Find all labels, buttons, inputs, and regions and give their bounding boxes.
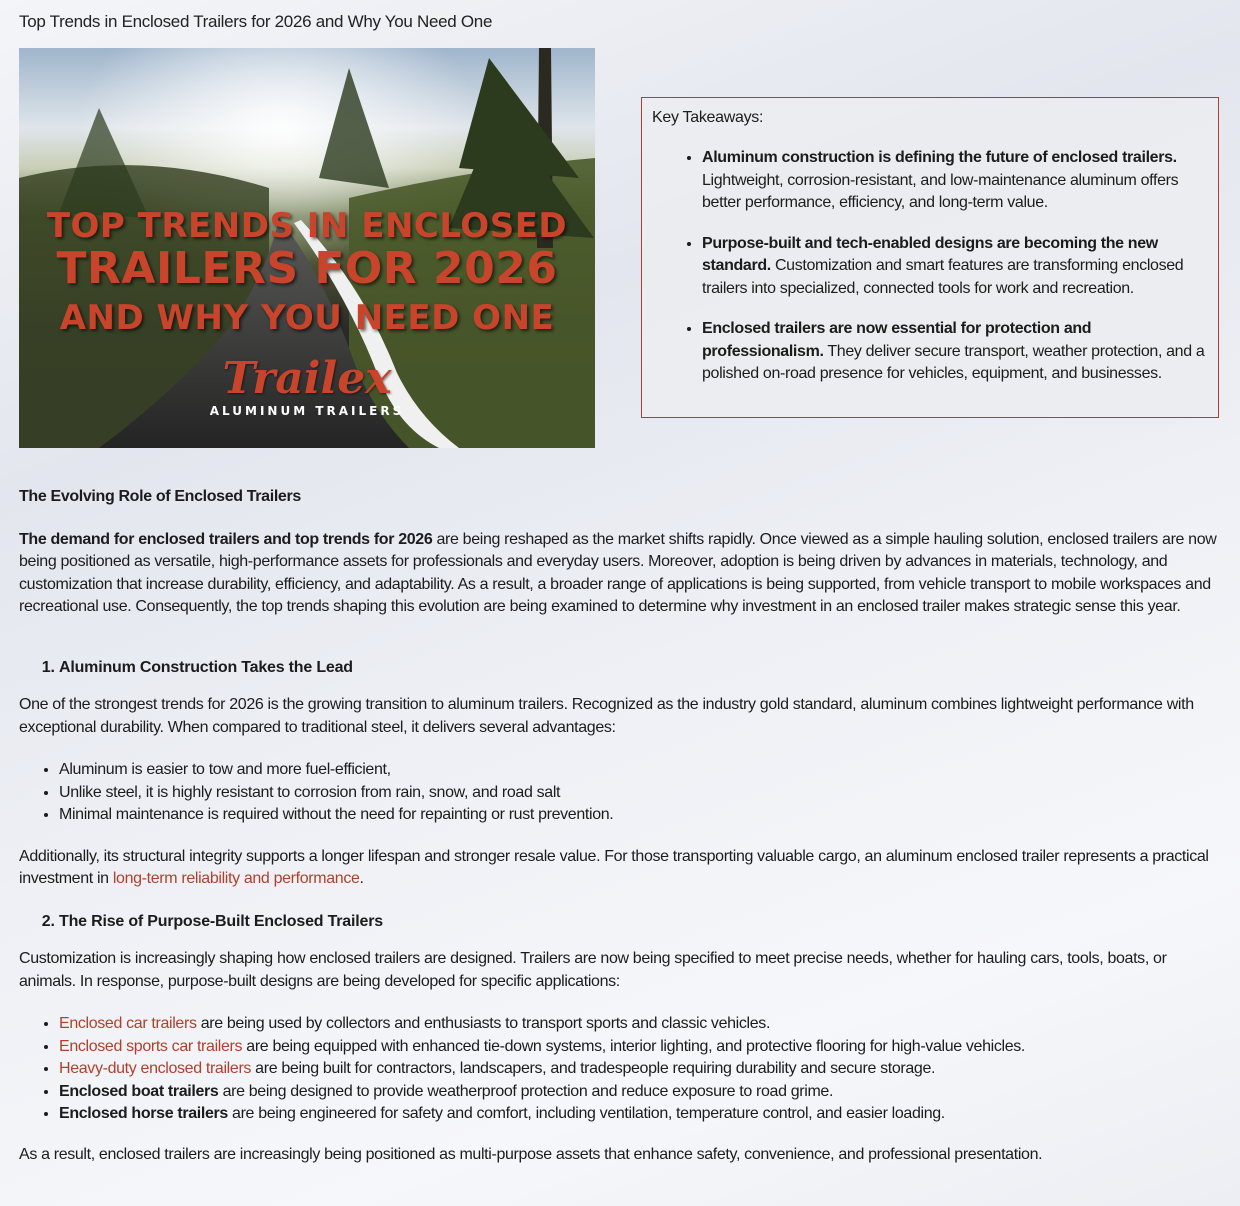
takeaway-item	[702, 318, 1208, 386]
enclosed-car-trailers-link[interactable]: Enclosed car trailers	[59, 1015, 197, 1032]
intro-text: are being reshaped as the market shifts rapidly. Once viewed as a simple hauling solution, enclosed trailers are now being positioned as versatile, high-performance assets for professionals and everyday users. Moreover, adoption is being driven by advances in materials, technology, and customization that increase durability, efficiency, and adaptability. As a result, a broader range of applications is being supported, from vehicle transport to mobile workspaces and recreational use. Consequently, the top trends shaping this evolution are being examined to determine why investment in an enclosed trailer makes strategic sense this year.	[19, 530, 1217, 615]
list-item-text: are being used by collectors and enthusiasts to transport sports and classic vehicles.	[196, 1015, 771, 1032]
takeaway-bold: Purpose-built and tech-enabled designs are becoming the new standard.	[702, 234, 1158, 274]
list-item: • Unlike steel, it is highly resistant to corrosion from rain, snow, and road salt	[59, 782, 1219, 805]
list-item: • Aluminum is easier to tow and more fuel-efficient,	[59, 759, 1219, 782]
takeaway-text: Customization and smart features are transforming enclosed trailers into specialized, connected tools for work and recreation.	[702, 257, 1184, 297]
section-2-closing: As a result, enclosed trailers are increasingly being positioned as multi-purpose assets that enhance safety, convenience, and professional presentation.	[19, 1145, 1043, 1163]
list-item	[59, 1013, 1219, 1036]
section-heading: The Evolving Role of Enclosed Trailers	[19, 488, 301, 505]
list-item-bold: Enclosed horse trailers	[59, 1105, 228, 1122]
section-2-heading-list	[19, 911, 1219, 934]
section-1-closing	[19, 846, 1219, 891]
brand-logo: Trailex	[222, 353, 392, 404]
section-1-title: 1. Aluminum Construction Takes the Lead	[59, 657, 1219, 680]
takeaway-item	[702, 233, 1208, 301]
list-item: • Minimal maintenance is required without the need for repainting or rust prevention.	[59, 804, 1219, 827]
key-takeaways-list	[652, 147, 1208, 386]
key-takeaways-box	[641, 97, 1219, 418]
takeaway-text: They deliver secure transport, weather protection, and a polished on-road presence for vehicles, equipment, and businesses.	[702, 342, 1205, 382]
list-item	[59, 1058, 1219, 1081]
takeaway-text: Lightweight, corrosion-resistant, and low-maintenance aluminum offers better performance, efficiency, and long-term value.	[702, 171, 1179, 211]
brand-tagline: ALUMINUM TRAILERS	[209, 404, 405, 418]
hero-image	[19, 48, 595, 448]
takeaway-bold: Enclosed trailers are now essential for protection and professionalism.	[702, 320, 1092, 360]
list-item	[59, 1036, 1219, 1059]
closing-text: Additionally, its structural integrity supports a longer lifespan and stronger resale value. For those transporting valuable cargo, an aluminum enclosed trailer represents a practical investment in	[19, 847, 1209, 887]
reliability-link[interactable]: long-term reliability and performance	[112, 870, 360, 887]
list-item	[59, 1103, 1219, 1126]
section-1-bullets	[19, 759, 1219, 827]
list-item-bold: Enclosed boat trailers	[59, 1082, 219, 1100]
hero-headline-line-3: AND WHY YOU NEED ONE	[59, 298, 555, 338]
list-item	[59, 1081, 1219, 1104]
section-2-bullets	[19, 1013, 1219, 1126]
section-2-paragraph: Customization is increasingly shaping how enclosed trailers are designed. Trailers are now being specified to meet precise needs, whether for hauling cars, tools, boats, or animals. In response, purpose-built designs are being developed for specific applications:	[19, 950, 1167, 990]
key-takeaways-title: Key Takeaways:	[652, 109, 764, 126]
page-title: Top Trends in Enclosed Trailers for 2026 and Why You Need One	[19, 12, 493, 31]
list-item-text: are being equipped with enhanced tie-down systems, interior lighting, and protective flooring for high-value vehicles.	[242, 1037, 1025, 1055]
list-item-text: are being designed to provide weatherproof protection and reduce exposure to road grime.	[218, 1082, 834, 1100]
list-item-text: are being engineered for safety and comfort, including ventilation, temperature control, and easier loading.	[227, 1105, 945, 1122]
section-1-paragraph: One of the strongest trends for 2026 is the growing transition to aluminum trailers. Recognized as the industry gold standard, aluminum combines lightweight performance with exceptional durability. When compared to traditional steel, it delivers several advantages:	[19, 696, 1194, 736]
article-body	[19, 486, 1219, 1166]
takeaway-item	[702, 147, 1208, 215]
heavy-duty-enclosed-trailers-link[interactable]: Heavy-duty enclosed trailers	[59, 1060, 252, 1077]
intro-bold: The demand for enclosed trailers and top trends for 2026	[19, 530, 433, 548]
takeaway-bold: Aluminum construction is defining the future of enclosed trailers.	[702, 149, 1177, 166]
intro-paragraph	[19, 529, 1219, 619]
section-2-title: 2. The Rise of Purpose-Built Enclosed Trailers	[59, 911, 1219, 934]
list-item-text: are being built for contractors, landscapers, and tradespeople requiring durability and secure storage.	[251, 1060, 936, 1077]
hero-headline-line-2: TRAILERS FOR 2026	[56, 243, 558, 294]
enclosed-sports-car-trailers-link[interactable]: Enclosed sports car trailers	[59, 1037, 243, 1055]
closing-end: .	[359, 870, 364, 887]
hero-headline-line-1: TOP TRENDS IN ENCLOSED	[46, 206, 568, 246]
section-1-heading-list	[19, 657, 1219, 680]
